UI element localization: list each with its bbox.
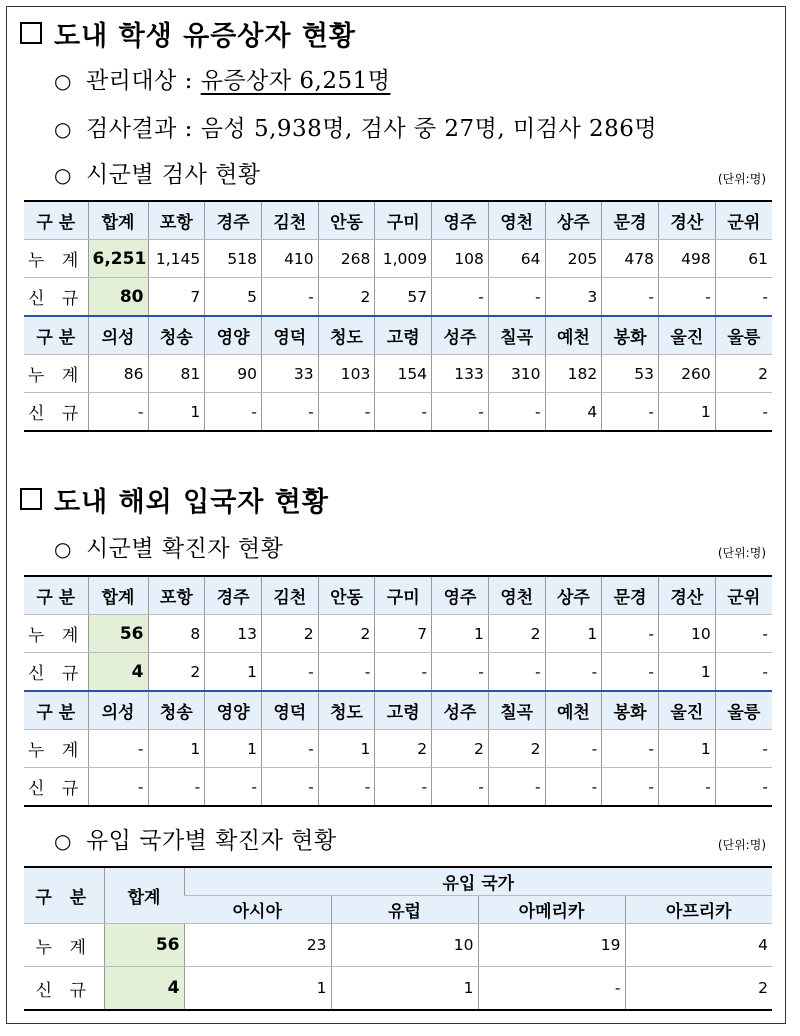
col-header-region: 청송	[148, 316, 205, 355]
col-header-region: 칠곡	[488, 316, 545, 355]
col-header-region: 청도	[318, 316, 375, 355]
row-label: 신 규	[24, 393, 88, 432]
header-row	[24, 576, 772, 615]
table-row	[24, 393, 772, 432]
table-cell: -	[602, 615, 659, 653]
table-cell: 1	[545, 615, 602, 653]
checkbox-square-icon	[20, 22, 42, 44]
table-cell: -	[602, 278, 659, 317]
table-row	[24, 653, 772, 692]
col-header-region: 안동	[318, 201, 375, 240]
table-cell: -	[88, 730, 148, 768]
total-cell: 4	[88, 653, 148, 692]
col-header-region: 고령	[375, 691, 432, 730]
item-value: 음성 5,938명, 검사 중 27명, 미검사 286명	[200, 116, 658, 142]
table-cell: -	[261, 768, 318, 807]
col-header-region: 합계	[88, 201, 148, 240]
table-cell: 7	[375, 615, 432, 653]
table-cell: 90	[205, 355, 262, 393]
table-cell: 268	[318, 240, 375, 278]
table-cell: -	[488, 278, 545, 317]
checkbox-square-icon	[20, 488, 42, 510]
table-cell: -	[375, 768, 432, 807]
row-label: 신 규	[24, 653, 88, 692]
table-cell: -	[488, 768, 545, 807]
item-label: 시군별 검사 현황	[85, 162, 261, 188]
table-cell: -	[602, 653, 659, 692]
table-cell: 7	[148, 278, 205, 317]
table-cell: -	[432, 278, 489, 317]
item-label: 유입 국가별 확진자 현황	[85, 828, 337, 854]
table-cell: -	[715, 278, 772, 317]
table-cell: 61	[715, 240, 772, 278]
unit-label: (단위:명)	[717, 172, 766, 186]
col-header-region: 봉화	[602, 691, 659, 730]
table-cell: 2	[488, 615, 545, 653]
col-header-region: 문경	[602, 576, 659, 615]
table-cell: 2	[625, 967, 772, 1011]
col-header-region: 경주	[205, 201, 262, 240]
col-header-region: 구미	[375, 201, 432, 240]
table-cell: -	[658, 768, 715, 807]
table-cell: 1,145	[148, 240, 205, 278]
row-label: 누 계	[24, 355, 88, 393]
circle-bullet-icon: ○	[54, 117, 72, 141]
col-header-region: 성주	[432, 691, 489, 730]
table-cell: -	[715, 615, 772, 653]
col-header-region: 예천	[545, 691, 602, 730]
table-cell: -	[205, 393, 262, 432]
row-label: 신 규	[24, 278, 88, 317]
table-cell: 10	[331, 924, 478, 967]
table-cell: 64	[488, 240, 545, 278]
total-cell: 56	[88, 615, 148, 653]
circle-bullet-icon: ○	[54, 829, 72, 853]
section2-item-country	[54, 822, 337, 855]
circle-bullet-icon: ○	[54, 163, 72, 187]
table-cell: 518	[205, 240, 262, 278]
table-cell: -	[602, 393, 659, 432]
col-header-region: 청도	[318, 691, 375, 730]
table-cell: 1	[331, 967, 478, 1011]
col-header-region: 영덕	[261, 316, 318, 355]
table-cell: -	[715, 653, 772, 692]
table-cell: 1	[205, 653, 262, 692]
col-header-region: 영양	[205, 316, 262, 355]
col-header-total: 합계	[104, 867, 184, 924]
row-label: 신 규	[24, 967, 104, 1011]
table-cell: -	[375, 393, 432, 432]
section2-title: 도내 해외 입국자 현황	[54, 487, 329, 518]
item-label: 관리대상 :	[85, 68, 193, 94]
section1-region-table	[24, 200, 772, 432]
table-cell: 8	[148, 615, 205, 653]
table-row	[24, 924, 772, 967]
col-header-country: 아프리카	[625, 896, 772, 924]
table-cell: -	[658, 278, 715, 317]
table-cell: -	[478, 967, 625, 1011]
header-row	[24, 316, 772, 355]
table-cell: -	[545, 653, 602, 692]
table-cell: 10	[658, 615, 715, 653]
col-header-region: 의성	[88, 691, 148, 730]
col-header-region: 고령	[375, 316, 432, 355]
row-label: 누 계	[24, 615, 88, 653]
col-header-region: 상주	[545, 201, 602, 240]
table-cell: -	[545, 768, 602, 807]
table-cell: 205	[545, 240, 602, 278]
circle-bullet-icon: ○	[54, 537, 72, 561]
table-cell: 2	[148, 653, 205, 692]
table-cell: 1	[658, 730, 715, 768]
col-header-region: 영주	[432, 201, 489, 240]
table-cell: 2	[432, 730, 489, 768]
table-cell: -	[715, 730, 772, 768]
table-cell: 310	[488, 355, 545, 393]
table-cell: -	[261, 730, 318, 768]
item-label: 검사결과 :	[85, 116, 193, 142]
table-cell: 1	[184, 967, 331, 1011]
section2-item-region	[54, 530, 283, 563]
table-cell: -	[261, 278, 318, 317]
header-row	[24, 201, 772, 240]
table-cell: 1	[148, 730, 205, 768]
section2-region-table	[24, 575, 772, 807]
table-cell: -	[375, 653, 432, 692]
col-header-group: 유입 국가	[184, 867, 772, 896]
table-cell: 19	[478, 924, 625, 967]
table-cell: 1	[205, 730, 262, 768]
col-header-country: 유럽	[331, 896, 478, 924]
table-cell: -	[88, 393, 148, 432]
col-header-region: 예천	[545, 316, 602, 355]
circle-bullet-icon: ○	[54, 69, 72, 93]
table-row	[24, 615, 772, 653]
table-cell: -	[318, 768, 375, 807]
col-header-region: 청송	[148, 691, 205, 730]
table-cell: 498	[658, 240, 715, 278]
table-cell: 1,009	[375, 240, 432, 278]
col-header-region: 김천	[261, 201, 318, 240]
table-cell: 5	[205, 278, 262, 317]
col-header-country: 아시아	[184, 896, 331, 924]
table-cell: -	[488, 393, 545, 432]
table-row	[24, 278, 772, 317]
col-header-region: 칠곡	[488, 691, 545, 730]
col-header-region: 의성	[88, 316, 148, 355]
col-header-region: 영덕	[261, 691, 318, 730]
header-row	[24, 691, 772, 730]
row-label: 누 계	[24, 730, 88, 768]
table-cell: -	[488, 653, 545, 692]
col-header-region: 울릉	[715, 691, 772, 730]
table-cell: 154	[375, 355, 432, 393]
table-row	[24, 768, 772, 807]
table-cell: 3	[545, 278, 602, 317]
col-header-region: 구미	[375, 576, 432, 615]
table-cell: 2	[318, 278, 375, 317]
table-cell: -	[715, 393, 772, 432]
table-cell: -	[261, 393, 318, 432]
col-header-category: 구 분	[24, 316, 88, 355]
table-cell: -	[715, 768, 772, 807]
col-header-region: 합계	[88, 576, 148, 615]
col-header-region: 군위	[715, 576, 772, 615]
col-header-region: 김천	[261, 576, 318, 615]
table-cell: -	[88, 768, 148, 807]
table-cell: 1	[148, 393, 205, 432]
table-cell: 108	[432, 240, 489, 278]
section1-item-results	[54, 110, 657, 143]
table-cell: 2	[715, 355, 772, 393]
table-cell: -	[318, 393, 375, 432]
table-cell: 1	[658, 653, 715, 692]
row-label: 신 규	[24, 768, 88, 807]
table-cell: 23	[184, 924, 331, 967]
col-header-category: 구 분	[24, 691, 88, 730]
col-header-region: 상주	[545, 576, 602, 615]
col-header-region: 포항	[148, 576, 205, 615]
table-row	[24, 730, 772, 768]
table-cell: -	[432, 768, 489, 807]
col-header-country: 아메리카	[478, 896, 625, 924]
table-cell: 103	[318, 355, 375, 393]
table-cell: -	[545, 730, 602, 768]
table-cell: -	[261, 653, 318, 692]
col-header-region: 포항	[148, 201, 205, 240]
table-cell: 1	[318, 730, 375, 768]
col-header-region: 문경	[602, 201, 659, 240]
country-table	[24, 866, 772, 1011]
col-header-region: 군위	[715, 201, 772, 240]
table-cell: -	[432, 653, 489, 692]
table-cell: -	[602, 730, 659, 768]
unit-label: (단위:명)	[717, 838, 766, 852]
col-header-category: 구 분	[24, 201, 88, 240]
table-cell: 57	[375, 278, 432, 317]
col-header-region: 경산	[658, 201, 715, 240]
row-label: 누 계	[24, 240, 88, 278]
table-cell: 4	[545, 393, 602, 432]
table-cell: 478	[602, 240, 659, 278]
table-cell: 182	[545, 355, 602, 393]
col-header-region: 영천	[488, 201, 545, 240]
table-cell: -	[205, 768, 262, 807]
table-row	[24, 240, 772, 278]
table-cell: 1	[658, 393, 715, 432]
section2-heading	[20, 480, 329, 519]
table-row	[24, 355, 772, 393]
col-header-region: 울진	[658, 691, 715, 730]
table-cell: -	[318, 653, 375, 692]
table-cell: 2	[488, 730, 545, 768]
table-cell: -	[148, 768, 205, 807]
table-cell: 33	[261, 355, 318, 393]
section1-heading	[20, 14, 356, 53]
row-label: 누 계	[24, 924, 104, 967]
item-label: 시군별 확진자 현황	[85, 536, 284, 562]
table-cell: 133	[432, 355, 489, 393]
table-cell: 86	[88, 355, 148, 393]
table-cell: -	[432, 393, 489, 432]
col-header-category: 구 분	[24, 867, 104, 924]
col-header-region: 영주	[432, 576, 489, 615]
table-cell: 13	[205, 615, 262, 653]
col-header-region: 울진	[658, 316, 715, 355]
col-header-category: 구 분	[24, 576, 88, 615]
table-cell: 4	[625, 924, 772, 967]
table-cell: 410	[261, 240, 318, 278]
col-header-region: 안동	[318, 576, 375, 615]
total-cell: 6,251	[88, 240, 148, 278]
section1-title: 도내 학생 유증상자 현황	[54, 21, 357, 52]
table-cell: 53	[602, 355, 659, 393]
section1-item-management	[54, 62, 390, 95]
table-cell: -	[602, 768, 659, 807]
total-cell: 4	[104, 967, 184, 1011]
table-cell: 2	[318, 615, 375, 653]
table-cell: 81	[148, 355, 205, 393]
col-header-region: 경주	[205, 576, 262, 615]
col-header-region: 영천	[488, 576, 545, 615]
col-header-region: 봉화	[602, 316, 659, 355]
table-cell: 260	[658, 355, 715, 393]
table-cell: 2	[261, 615, 318, 653]
total-cell: 80	[88, 278, 148, 317]
col-header-region: 성주	[432, 316, 489, 355]
total-cell: 56	[104, 924, 184, 967]
section1-item-region	[54, 156, 261, 189]
table-row	[24, 967, 772, 1011]
table-cell: 2	[375, 730, 432, 768]
col-header-region: 경산	[658, 576, 715, 615]
col-header-region: 울릉	[715, 316, 772, 355]
unit-label: (단위:명)	[717, 546, 766, 560]
col-header-region: 영양	[205, 691, 262, 730]
item-value: 유증상자 6,251명	[200, 68, 391, 94]
table-cell: 1	[432, 615, 489, 653]
